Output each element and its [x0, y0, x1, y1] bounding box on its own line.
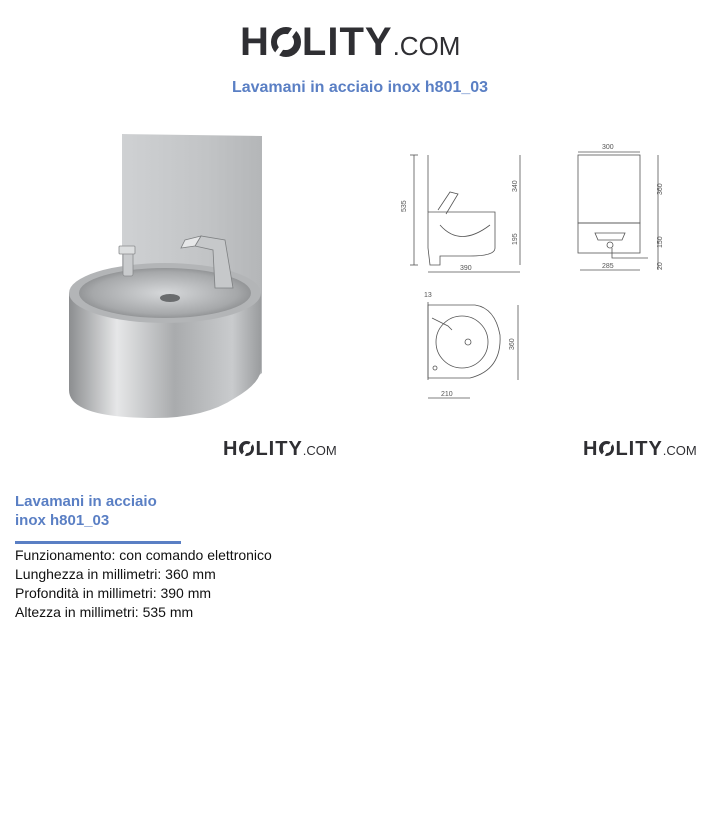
dim-top-depth: 360	[509, 338, 516, 350]
logo-letters: LITY	[301, 20, 393, 64]
side-view-drawing	[401, 155, 520, 272]
logo-ring-icon	[239, 441, 254, 456]
logo-letter-h: H	[583, 438, 599, 460]
logo-domain: .COM	[662, 443, 697, 458]
logo-domain: .COM	[302, 443, 337, 458]
page-title: Lavamani in acciaio inox h801_03	[231, 79, 489, 96]
spec-operation: Funzionamento: con comando elettronico	[15, 547, 272, 563]
dim-front-bottom-height: 20	[657, 262, 664, 270]
dim-side-depth: 390	[460, 265, 472, 272]
section-title-line1: Lavamani in acciaio	[15, 493, 157, 510]
spec-list	[15, 546, 272, 622]
dim-side-total: 535	[401, 200, 408, 212]
brand-logo[interactable]	[240, 20, 460, 65]
logo-letters: LITY	[615, 438, 663, 460]
top-view-drawing	[424, 292, 518, 398]
dim-side-upper: 340	[512, 180, 519, 192]
product-photo	[55, 128, 275, 428]
section-title-line2: inox h801_03	[15, 512, 110, 529]
front-view-drawing	[578, 144, 664, 270]
logo-ring-icon	[599, 441, 614, 456]
spec-length: Lunghezza in millimetri: 360 mm	[15, 566, 216, 582]
dim-front-mid: 150	[657, 236, 664, 248]
dim-top-width: 210	[441, 391, 453, 398]
dim-front-upper: 360	[657, 183, 664, 195]
drain	[160, 294, 180, 302]
dim-top-offset: 13	[424, 292, 432, 299]
spec-depth: Profondità in millimetri: 390 mm	[15, 585, 212, 601]
logo-letter-h: H	[223, 438, 239, 460]
section-divider	[15, 541, 181, 544]
logo-letter-h: H	[240, 20, 270, 64]
photo-logo	[223, 438, 337, 461]
logo-domain: .COM	[392, 31, 461, 61]
dim-front-width: 300	[602, 144, 614, 151]
spec-height: Altezza in millimetri: 535 mm	[15, 604, 194, 620]
logo-letters: LITY	[255, 438, 303, 460]
drawing-logo	[583, 438, 697, 461]
dim-front-bottom-width: 285	[602, 263, 614, 270]
product-section-title	[15, 492, 215, 530]
technical-drawings	[400, 130, 700, 410]
logo-ring-icon	[271, 27, 301, 57]
dim-side-lower: 195	[512, 233, 519, 245]
